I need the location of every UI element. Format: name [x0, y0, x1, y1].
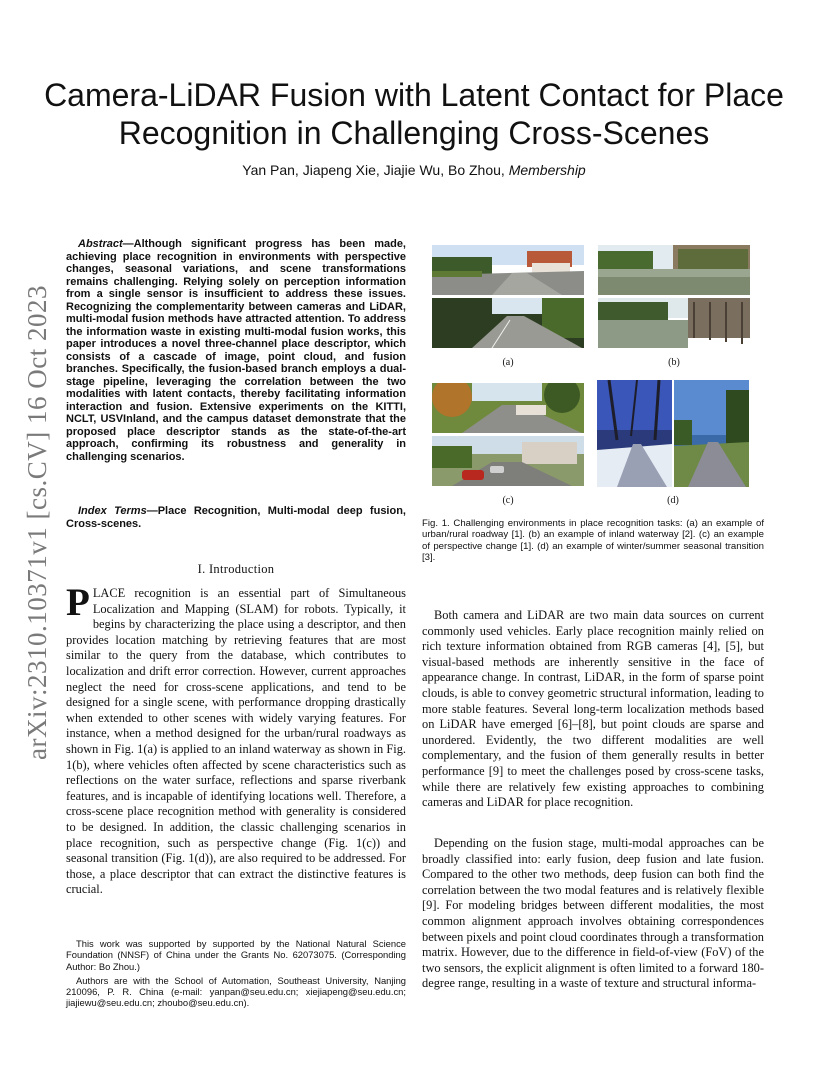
author-line — [40, 162, 788, 178]
abstract-text: —Although significant progress has been made, achieving place recognition in environments with perspective changes, seasonal variations, and scene transformations remains challenging. Relying solely on perception information from a single sensor is insufficient to address these issues. Recognizing the complementarity between cameras and LiDAR, multi-modal fusion methods have attracted attention. To address the information waste in existing multi-modal fusion works, this paper introduces a novel three-channel place descriptor, which consists of a cascade of image, point cloud, and fusion branches. Specifically, the fusion-based branch employs a dual-stage pipeline, leveraging the correlation between the two modalities with latent contacts, thereby facilitating information interaction and fusion. Extensive experiments on the KITTI, NCLT, USVInland, and the campus dataset demonstrate that the proposed place descriptor stands as the state-of-the-art approach, confirming its robustness and generality in challenging scenarios. — [66, 238, 406, 463]
footnote-affiliation: Authors are with the School of Automation, Southeast University, Nanjing 210096, P. R. China (e-mail: yanpan@seu.edu.cn; xiejiapeng@seu.edu.cn; jiajiewu@seu.edu.cn; zhoubo@seu.edu.cn). — [66, 974, 406, 1009]
figure-1a-label: (a) — [502, 357, 514, 368]
footnote-funding: This work was supported by supported by the National Natural Science Foundation (NNSF) of China under the Grants No. 62073075. (Corresponding Author: Bo Zhou.) — [66, 938, 406, 972]
footnotes — [66, 938, 406, 1012]
author-membership: Membership — [508, 162, 586, 178]
right-column-paragraph-1: Both camera and LiDAR are two main data sources on current commonly used vehicles. Early place recognition mainly relied on rich texture information obtained from RGB cameras [4], [5], but visual-based methods are inherently sensitive in the face of appearance change. In contrast, LiDAR, in the form of sparse point clouds, is able to convey geometric structural information, leading to more stable features. Several long-term localization methods based on LiDAR have emerged [6]–[8], but point clouds are sparse and unordered. Evidently, the two different modalities are well complementary, and the fusion of them generally results in better performance [9] to meet the challenges posed by cross-scene tasks, while there are relatively few existing approaches to combining cameras and LiDAR for place recognition. — [422, 608, 764, 810]
index-terms-text: —Place Recognition, Multi-modal deep fusion, Cross-scenes. — [66, 505, 406, 530]
figure-1c-label: (c) — [502, 495, 514, 506]
right-column-paragraph-2: Depending on the fusion stage, multi-modal approaches can be broadly classified into: early fusion, deep fusion and late fusion. Compared to the other two methods, deep fusion can both find the correlation between the two modal features and is relatively flexible [9]. For modeling bridges between different modalities, the most common alignment approach involves obtaining correspondences between pixels and point cloud coordinates through a transformation matrix. However, due to the difference in field-of-view (FoV) of the two sensors, the explicit alignment is often limited to a forward 180-degree range, resulting in a waste of texture and structural informa- — [422, 836, 764, 991]
figure-1a-bottom-photo — [432, 298, 584, 348]
figure-1-caption: Fig. 1. Challenging environments in place recognition tasks: (a) an example of urban/rural roadway [1]. (b) an example of inland waterway [2]. (c) an example of perspective change [1]. (d) an example of winter/summer seasonal transition [3]. — [422, 518, 764, 564]
abstract — [66, 238, 406, 463]
figure-1d-summer-photo — [674, 380, 749, 487]
index-terms — [66, 505, 406, 530]
intro-paragraph — [66, 581, 406, 898]
figure-1b-label: (b) — [668, 357, 680, 368]
arxiv-side-stamp: arXiv:2310.10371v1 [cs.CV] 16 Oct 2023 — [22, 285, 52, 760]
figure-1d-winter-photo — [597, 380, 672, 487]
intro-text: LACE recognition is an essential part of Simultaneous Localization and Mapping (SLAM) for robots. Typically, it begins by characterizing the place using a descriptor, and then provides location matching by retrieving features that are most similar to the query from the database, which contributes to localization and drift error correction. However, current approaches neglect the need for cross-scene applications, and tend to be designed for a single scene, with performance dropping drastically when extended to other scenes with widely varying features. For instance, when a method designed for the urban/rural roadways as shown in Fig. 1(a) is applied to an inland waterway as shown in Fig. 1(b), where vehicles often affected by scene characteristics such as reflections on the water surface, reflections and sparse riverbank features, and is incapable of identifying locations well. Therefore, a cross-scene place recognition method with generality is considered to be designed. In addition, the classic challenging scenarios in place recognition, such as perspective change (Fig. 1(c)) and seasonal transition (Fig. 1(d)), are also required to be addressed. For those, a place descriptor that can extract the distinctive features is crucial. — [66, 586, 406, 897]
figure-1a-top-photo — [432, 245, 584, 295]
figure-1b-bottom-photo — [598, 298, 750, 348]
figure-1b-top-photo — [598, 245, 750, 295]
index-terms-lead: Index Terms — [78, 505, 147, 517]
dropcap: P — [66, 581, 90, 624]
abstract-lead: Abstract — [78, 238, 123, 250]
author-names: Yan Pan, Jiapeng Xie, Jiajie Wu, Bo Zhou, — [242, 162, 509, 178]
section-heading-introduction: I. Introduction — [197, 562, 275, 576]
paper-title: Camera-LiDAR Fusion with Latent Contact for Place Recognition in Challenging Cross-Scenes — [44, 77, 784, 151]
figure-1d-label: (d) — [667, 495, 679, 506]
figure-1c-bottom-photo — [432, 436, 584, 486]
figure-1c-top-photo — [432, 383, 584, 433]
